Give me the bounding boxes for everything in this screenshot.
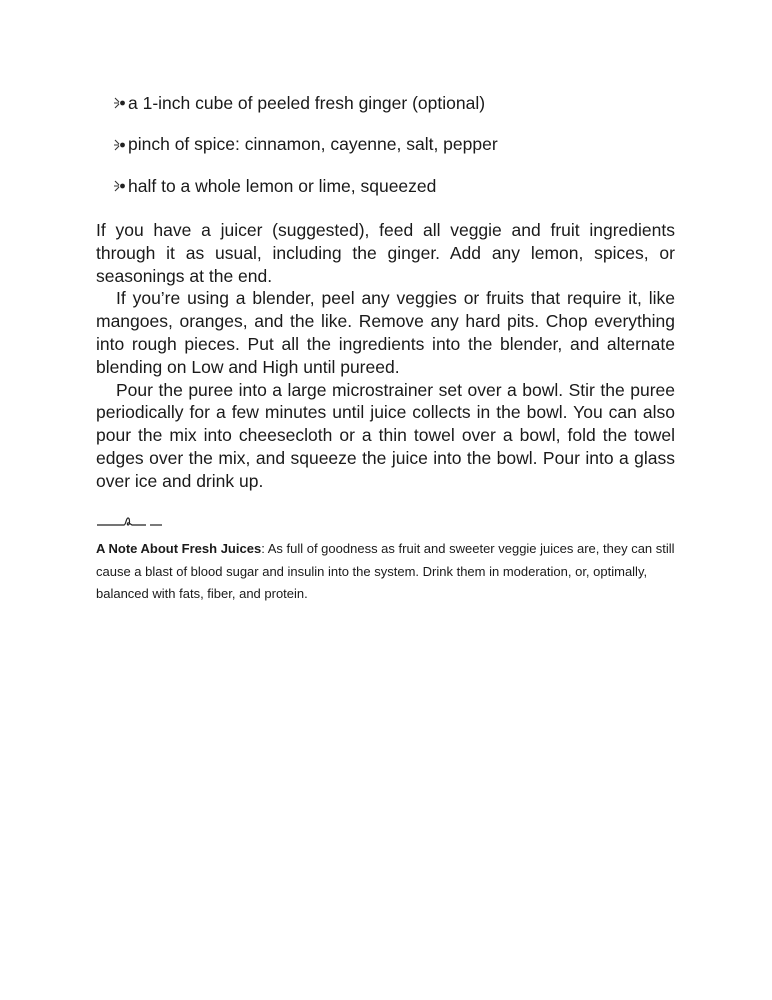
sparkle-arrow-icon: [113, 138, 128, 152]
note-paragraph: [96, 538, 696, 606]
list-item: [113, 132, 498, 158]
note-title: A Note About Fresh Juices: [96, 541, 262, 556]
ingredient-text: pinch of spice: cinnamon, cayenne, salt, pepper: [128, 134, 498, 154]
note-text: As full of goodness as fruit and sweeter veggie juices are, they can still cause a blast of blood sugar and insulin into the system. Drink them in moderation, or, optimally, balanced with fats, fiber, and protein.: [96, 541, 675, 601]
instructions-body: [96, 219, 675, 493]
sparkle-arrow-icon: [113, 179, 128, 193]
strain-paragraph: Pour the puree into a large microstrainer set over a bowl. Stir the puree periodically for a few minutes until juice collects in the bowl. You can also pour the mix into cheesecloth or a thin towel over a bowl, fold the towel edges over the mix, and squeeze the juice into the bowl. Pour into a glass over ice and drink up.: [96, 379, 675, 491]
sparkle-arrow-icon: [113, 96, 128, 110]
juicer-paragraph: If you have a juicer (suggested), feed all veggie and fruit ingredients through it as usual, including the ginger. Add any lemon, spices, or seasonings at the end.: [96, 220, 675, 286]
flourish-divider-icon: [96, 512, 164, 530]
ingredient-text: half to a whole lemon or lime, squeezed: [128, 175, 437, 196]
note-separator: :: [261, 541, 265, 556]
ingredient-text: a 1-inch cube of peeled fresh ginger (optional): [128, 92, 486, 113]
fresh-juices-note: [96, 538, 696, 606]
list-item: [113, 173, 498, 199]
blender-paragraph: If you’re using a blender, peel any veggies or fruits that require it, like mangoes, oranges, and the like. Remove any hard pits. Chop everything into rough pieces. Put all the ingredients into the blender, and alternate blending on Low and High until pureed.: [96, 288, 675, 377]
list-item: [113, 90, 498, 116]
ingredient-list: [113, 90, 498, 215]
